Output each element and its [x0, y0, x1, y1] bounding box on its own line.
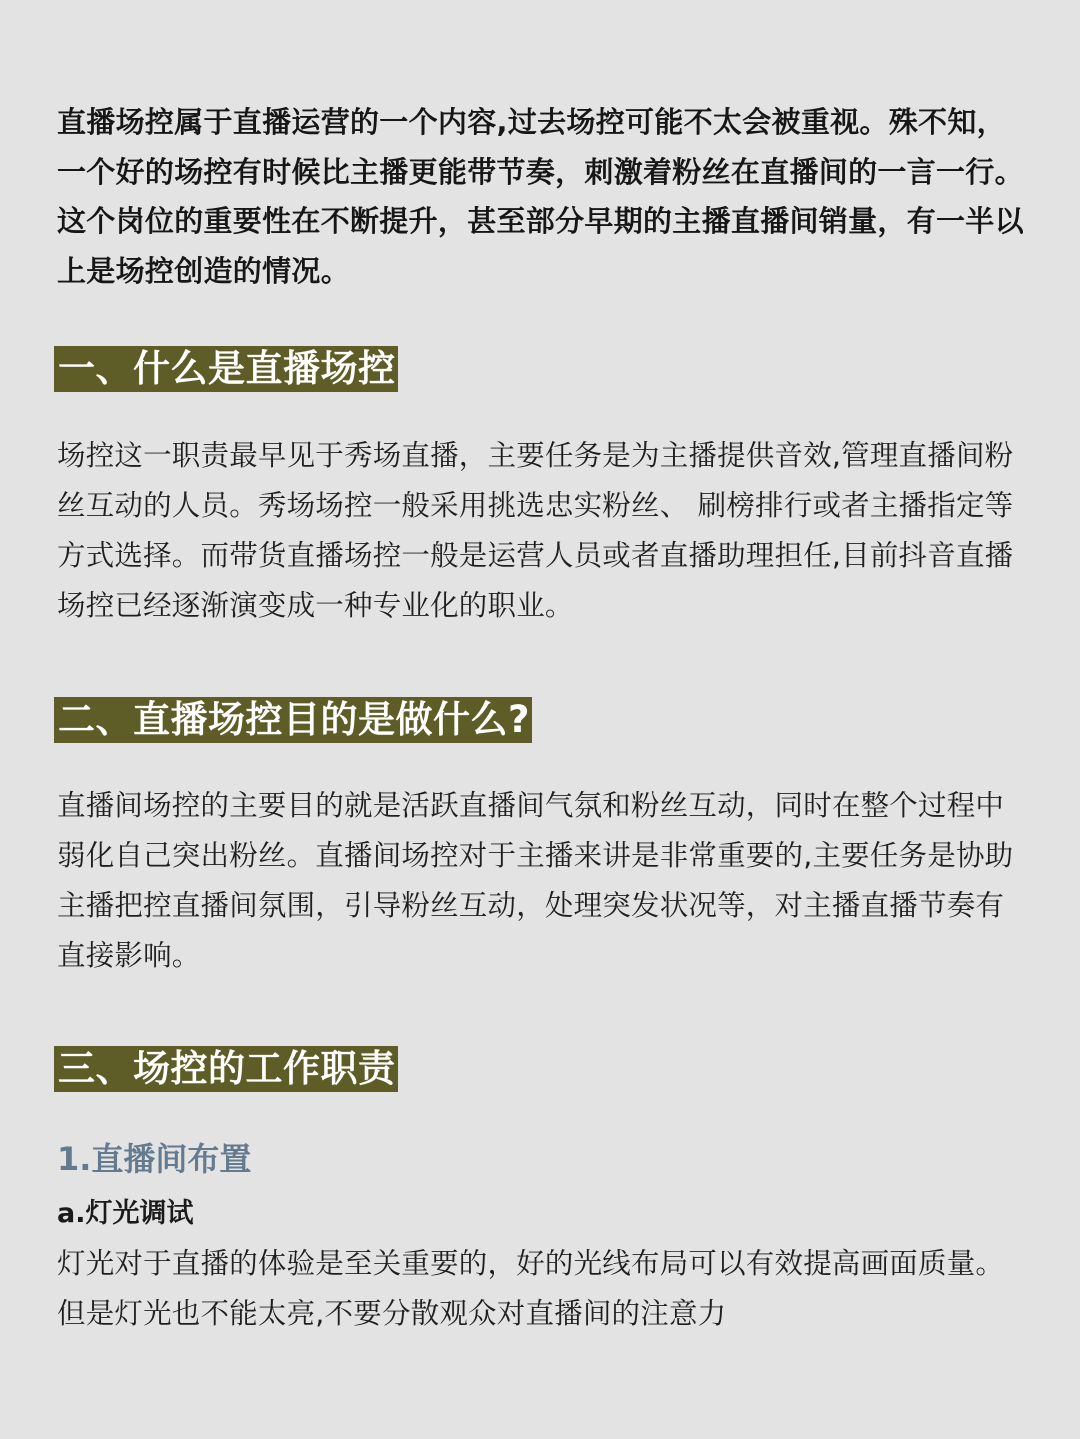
section-body-purpose: 直播间场控的主要目的就是活跃直播间气氛和粉丝互动，同时在整个过程中弱化自己突出粉丝。直播间场控对于主播来讲是非常重要的,主要任务是协助主播把控直播间氛围，引导粉丝互动，处理突发状况等，对主播直播节奏有直接影响。 [57, 789, 1014, 972]
section-body-lighting: 灯光对于直播的体验是至关重要的，好的光线布局可以有效提高画面质量。但是灯光也不能太亮,不要分散观众对直播间的注意力 [57, 1247, 1005, 1330]
section-heading-duties: 三、场控的工作职责 [54, 1046, 398, 1092]
subheading-lighting: a.灯光调试 [57, 1198, 194, 1229]
section-body-what-is: 场控这一职责最早见于秀场直播，主要任务是为主播提供音效,管理直播间粉丝互动的人员。秀场场控一般采用挑选忠实粉丝、 刷榜排行或者主播指定等方式选择。而带货直播场控一般是运营人员或者直播助理担任,目前抖音直播场控已经逐渐演变成一种专业化的职业。 [57, 439, 1014, 622]
section-heading-purpose: 二、直播场控目的是做什么? [54, 697, 532, 743]
intro-paragraph: 直播场控属于直播运营的一个内容,过去场控可能不太会被重视。殊不知，一个好的场控有时候比主播更能带节奏，刺激着粉丝在直播间的一言一行。这个岗位的重要性在不断提升，甚至部分早期的主播直播间销量，有一半以上是场控创造的情况。 [57, 105, 1024, 288]
subheading-room-setup: 1.直播间布置 [57, 1140, 252, 1178]
section-heading-what-is: 一、什么是直播场控 [54, 346, 398, 392]
